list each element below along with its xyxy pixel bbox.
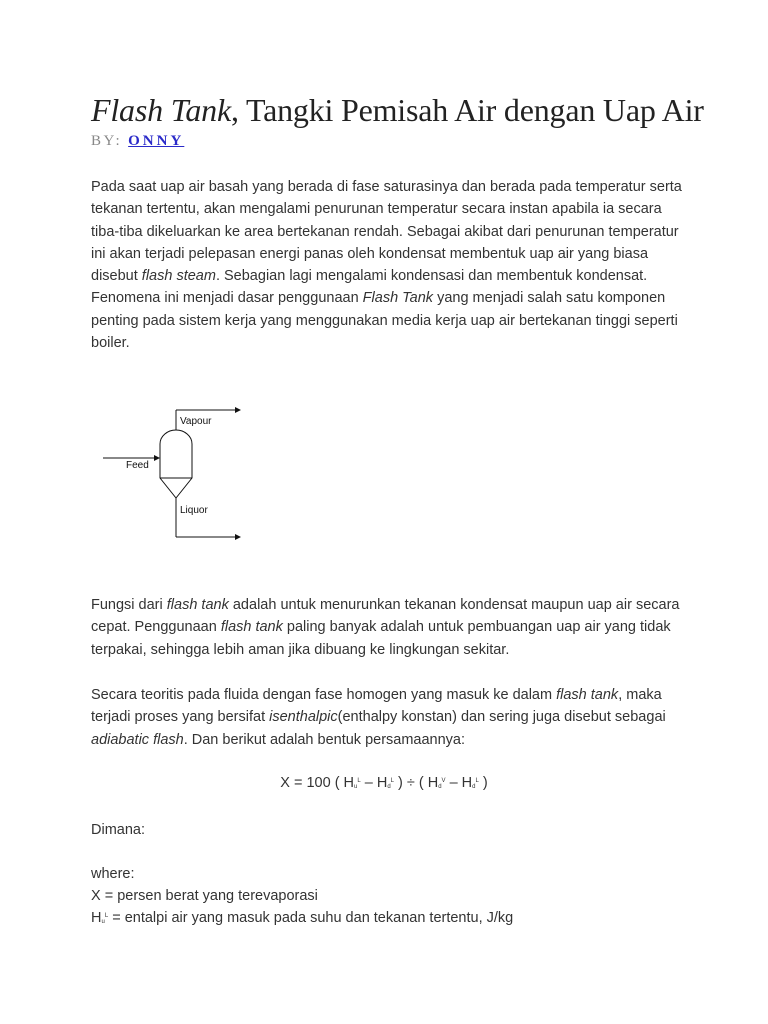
equation-superscript: L [357,778,361,784]
paragraph-intro [91,176,691,354]
paragraph-function [91,594,691,661]
equation-subscript: d [387,784,391,790]
title-rest: , Tangki Pemisah Air dengan Uap Air [230,92,704,128]
equation-text: – H [360,775,388,791]
flash-equation [0,775,768,791]
paragraph-text: Pada saat uap air basah yang berada di fase saturasinya dan berada pada temperatur serta tekanan tertentu, akan mengalami penurunan temperatur secara instan apabila ia secara tiba-tiba dikeluarkan ke area bertekanan rendah. Sebagai akibat dari penurunan temperatur ini akan terjadi pelepasan energi panas oleh kondensat membentuk uap air yang biasa disebut [91,179,682,285]
equation-text: ) ÷ ( H [394,775,439,791]
article-title [91,92,704,129]
where-label: where: [91,866,135,882]
paragraph-theory [91,684,691,751]
h-definition-text: = entalpi air yang masuk pada suhu dan tekanan tertentu, J/kg [108,910,514,926]
equation-superscript: V [441,778,446,784]
equation-text: – H [445,775,473,791]
equation-superscript: L [475,778,479,784]
definition-h [91,910,513,926]
paragraph-text: paling banyak adalah untuk pembuangan uap air yang tidak terpakai, sehingga lebih aman jika dibuang ke lingkungan sekitar. [91,619,671,658]
equation-subscript: u [354,784,358,790]
emphasis-isenthalpic: isenthalpic [269,709,338,726]
equation-subscript: d [472,784,476,790]
emphasis-flash-steam: flash steam [141,268,216,285]
paragraph-text: . Dan berikut adalah bentuk persamaannya: [183,731,466,748]
emphasis-adiabatic-flash: adiabatic flash [91,731,184,748]
paragraph-text: (enthalpy konstan) dan sering juga disebut sebagai [337,709,666,726]
equation-text: ) [478,775,488,791]
definition-x: X = persen berat yang terevaporasi [91,888,318,904]
h-subscript: u [101,919,105,925]
h-superscript: L [104,913,109,919]
equation-subscript: d [438,784,442,790]
emphasis-flash-tank: flash tank [166,597,229,613]
emphasis-flash-tank: Flash Tank [362,290,434,307]
paragraph-text: yang menjadi salah satu komponen penting pada sistem kerja yang menggunakan media kerja uap air bertekanan tinggi seperti boiler. [91,290,678,352]
flash-tank-diagram [100,400,250,545]
paragraph-text: . Sebagian lagi mengalami kondensasi dan membentuk kondensat. Fenomena ini menjadi dasar penggunaan [91,268,648,307]
liquor-outlet-line [176,498,240,537]
vapour-label: Vapour [180,416,212,427]
paragraph-text: Fungsi dari [91,597,167,613]
equation-text: X = 100 ( H [280,775,355,791]
equation-superscript: L [390,778,394,784]
feed-label: Feed [126,460,149,471]
by-label: BY: [91,133,123,149]
h-symbol: H [91,910,102,926]
author-link[interactable]: ONNY [128,133,185,149]
emphasis-flash-tank: flash tank [556,687,619,703]
title-italic: Flash Tank [91,92,231,128]
emphasis-flash-tank: flash tank [220,619,283,636]
vessel-body [160,430,192,498]
paragraph-text: , maka terjadi proses yang bersifat [91,687,662,726]
paragraph-text: Secara teoritis pada fluida dengan fase homogen yang masuk ke dalam [91,687,557,703]
dimana-label: Dimana: [91,822,145,838]
byline [91,133,184,150]
paragraph-text: adalah untuk menurunkan tekanan kondensat maupun uap air secara cepat. Penggunaan [91,597,680,636]
liquor-label: Liquor [180,505,208,516]
